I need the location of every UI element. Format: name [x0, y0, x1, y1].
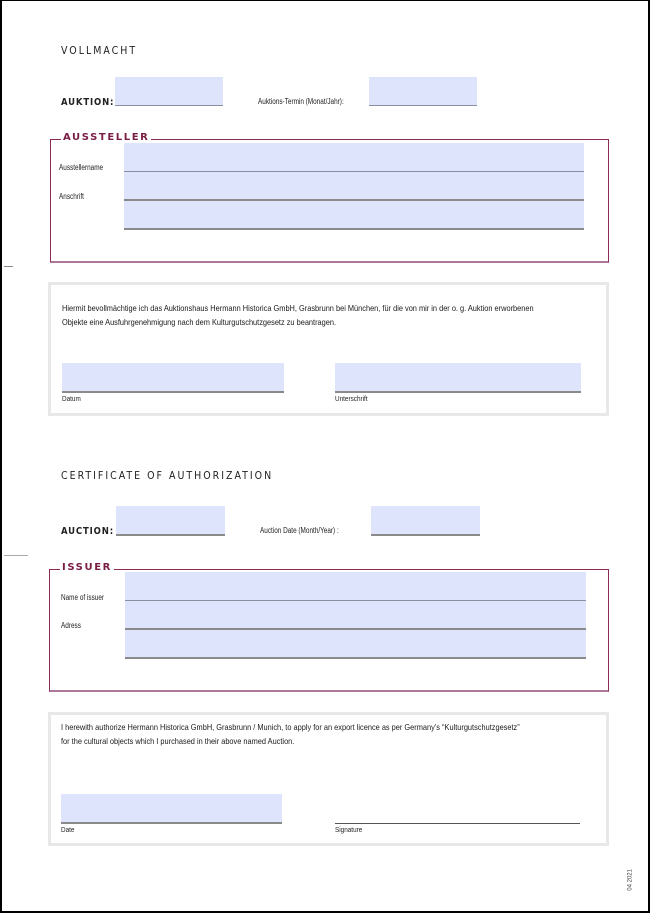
auction-label: AUCTION:	[61, 526, 114, 537]
certificate-title: CERTIFICATE OF AUTHORIZATION	[61, 470, 274, 482]
vollmacht-text	[62, 301, 534, 329]
vollmacht-title: VOLLMACHT	[61, 45, 138, 57]
auktions-termin-input[interactable]	[369, 77, 477, 106]
datum-label: Datum	[62, 394, 81, 403]
signature-line[interactable]	[335, 823, 580, 824]
ausstellername-input[interactable]	[124, 143, 584, 172]
auction-date-label: Auction Date (Month/Year) :	[260, 526, 339, 535]
address-input-2[interactable]	[125, 630, 586, 659]
anschrift-input-1[interactable]	[124, 172, 584, 201]
vollmacht-text-line-1: Hiermit bevollmächtige ich das Auktionshaus Hermann Historica GmbH, Grasbrunn bei München, für die von mir in der o. g. Auktion erworbenen	[62, 303, 534, 313]
certificate-text-line-2: for the cultural objects which I purchased in their above named Auction.	[61, 736, 295, 746]
unterschrift-label: Unterschrift	[335, 394, 368, 403]
auktions-termin-label: Auktions-Termin (Monat/Jahr):	[258, 97, 344, 106]
date-input[interactable]	[61, 794, 282, 824]
address-label: Adress	[61, 621, 81, 630]
fold-mark	[4, 266, 13, 267]
certificate-text-line-1: I herewith authorize Hermann Historica GmbH, Grasbrunn / Munich, to apply for an export licence as per Germany’s “Kulturgutschutzgesetz”	[61, 722, 520, 732]
auction-date-input[interactable]	[371, 506, 480, 536]
anschrift-input-2[interactable]	[124, 201, 584, 230]
date-label: Date	[61, 825, 75, 834]
signature-label: Signature	[335, 825, 363, 834]
address-input-1[interactable]	[125, 601, 586, 630]
auktion-input[interactable]	[115, 77, 223, 106]
issuer-legend: ISSUER	[62, 562, 112, 573]
aussteller-legend: AUSSTELLER	[63, 132, 150, 143]
datum-input[interactable]	[62, 363, 284, 393]
ausstellername-label: Ausstellername	[59, 163, 104, 172]
auction-input[interactable]	[116, 506, 225, 536]
certificate-text	[61, 720, 520, 748]
version-stamp: 04 2021	[628, 869, 634, 891]
auktion-label: AUKTION:	[61, 97, 115, 108]
unterschrift-input[interactable]	[335, 363, 581, 393]
vollmacht-text-line-2: Objekte eine Ausfuhrgenehmigung nach dem Kulturgutschutzgesetz zu beantragen.	[62, 317, 337, 327]
fold-mark-2	[4, 555, 28, 556]
issuer-name-input[interactable]	[125, 572, 586, 601]
issuer-name-label: Name of issuer	[61, 593, 105, 602]
anschrift-label: Anschrift	[59, 192, 84, 201]
